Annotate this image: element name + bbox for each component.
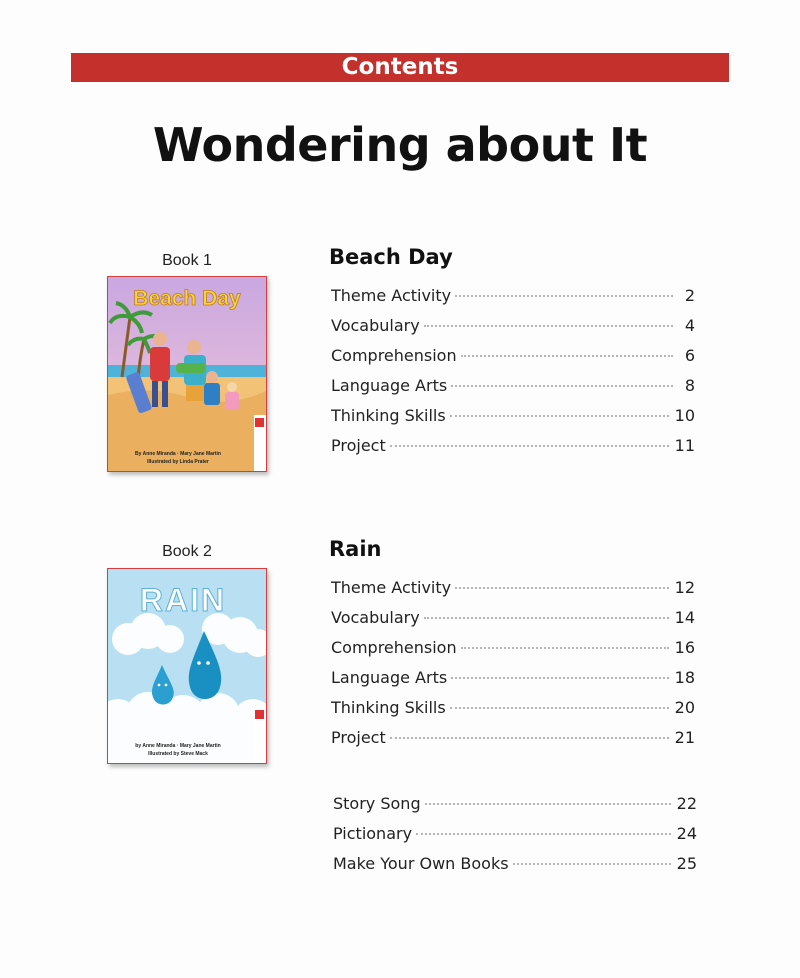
toc-entry-theme-activity[interactable] (331, 286, 695, 316)
beach-day-cover[interactable] (107, 276, 267, 472)
rain-cover-title: RAIN (139, 582, 227, 618)
toc-entry-page: 11 (674, 436, 695, 455)
toc-entry-label: Vocabulary (331, 608, 420, 627)
toc-entry-project[interactable] (331, 728, 695, 758)
dot-leader (424, 325, 673, 327)
toc-entry-label: Vocabulary (331, 316, 420, 335)
dot-leader (461, 355, 673, 357)
beach-day-cover-art (108, 277, 266, 471)
rain-cover-illustrator: Illustrated by Steve Mack (148, 751, 208, 757)
dot-leader (455, 587, 669, 589)
toc-entry-page: 10 (674, 406, 695, 425)
dot-leader (450, 707, 669, 709)
toc-entry-vocabulary[interactable] (331, 608, 695, 638)
toc-entry-label: Project (331, 436, 386, 455)
dot-leader (424, 617, 669, 619)
toc-entry-label: Language Arts (331, 376, 448, 395)
rain-cover[interactable] (107, 568, 267, 764)
toc-entry-page: 20 (674, 698, 695, 717)
toc-entry-comprehension[interactable] (331, 346, 695, 376)
section-title-beach-day: Beach Day (329, 245, 453, 269)
toc-entry-story-song[interactable] (333, 794, 697, 824)
toc-entry-page: 18 (674, 668, 695, 687)
toc-entry-comprehension[interactable] (331, 638, 695, 668)
rain-cover-art (108, 569, 266, 763)
toc-entry-page: 8 (684, 376, 695, 395)
dot-leader (513, 863, 671, 865)
dot-leader (461, 647, 669, 649)
toc-entry-label: Story Song (333, 794, 421, 813)
dot-leader (390, 737, 669, 739)
toc-entry-label: Pictionary (333, 824, 413, 843)
book-1-label: Book 1 (162, 252, 212, 269)
toc-entry-pictionary[interactable] (333, 824, 697, 854)
toc-entry-page: 16 (674, 638, 695, 657)
beach-day-cover-title: Beach Day (133, 287, 241, 310)
toc-entry-label: Thinking Skills (331, 698, 446, 717)
dot-leader (425, 803, 671, 805)
toc-entry-page: 14 (674, 608, 695, 627)
toc-entry-language-arts[interactable] (331, 376, 695, 406)
beach-day-toc-list (331, 286, 695, 466)
dot-leader (390, 445, 669, 447)
dot-leader (451, 677, 668, 679)
toc-entry-label: Theme Activity (331, 286, 452, 305)
toc-entry-theme-activity[interactable] (331, 578, 695, 608)
beach-day-cover-illustrator: Illustrated by Linda Prater (147, 459, 209, 465)
toc-entry-page: 4 (684, 316, 695, 335)
toc-entry-make-your-own-books[interactable] (333, 854, 697, 884)
toc-entry-page: 12 (674, 578, 695, 597)
rain-toc-list (331, 578, 695, 758)
toc-entry-label: Project (331, 728, 386, 747)
toc-entry-label: Language Arts (331, 668, 448, 687)
section-title-rain: Rain (329, 537, 382, 561)
toc-entry-thinking-skills[interactable] (331, 406, 695, 436)
toc-entry-label: Comprehension (331, 346, 457, 365)
page-title: Wondering about It (152, 118, 648, 172)
rain-cover-credits: by Anne Miranda · Mary Jane Martin (135, 743, 221, 749)
toc-entry-thinking-skills[interactable] (331, 698, 695, 728)
toc-entry-language-arts[interactable] (331, 668, 695, 698)
toc-entry-vocabulary[interactable] (331, 316, 695, 346)
dot-leader (451, 385, 673, 387)
toc-entry-page: 21 (674, 728, 695, 747)
toc-entry-page: 24 (676, 824, 697, 843)
dot-leader (416, 833, 671, 835)
toc-entry-label: Make Your Own Books (333, 854, 509, 873)
book-2-label: Book 2 (162, 543, 212, 560)
toc-entry-page: 22 (676, 794, 697, 813)
dot-leader (455, 295, 673, 297)
toc-entry-page: 6 (684, 346, 695, 365)
toc-entry-label: Comprehension (331, 638, 457, 657)
contents-banner: Contents (71, 53, 729, 82)
toc-entry-label: Theme Activity (331, 578, 452, 597)
beach-day-cover-credits: By Anne Miranda · Mary Jane Martin (135, 451, 221, 457)
toc-entry-page: 2 (684, 286, 695, 305)
dot-leader (450, 415, 669, 417)
toc-entry-page: 25 (676, 854, 697, 873)
extras-toc-list (333, 794, 697, 884)
toc-entry-label: Thinking Skills (331, 406, 446, 425)
toc-entry-project[interactable] (331, 436, 695, 466)
